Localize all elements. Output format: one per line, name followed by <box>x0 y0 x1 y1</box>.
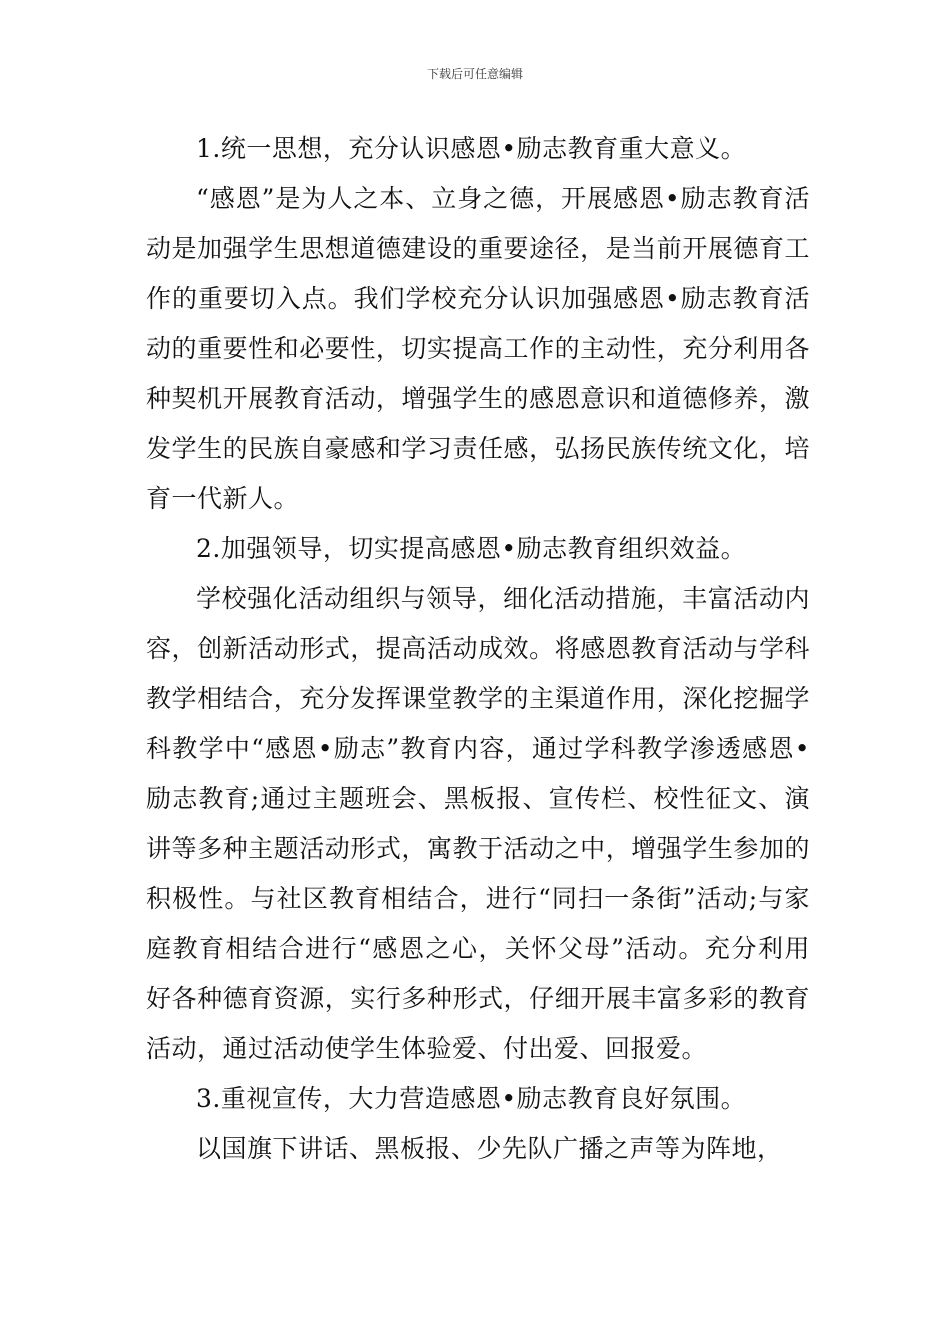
heading-3: 3.重视宣传，大力营造感恩•励志教育良好氛围。 <box>196 1084 747 1113</box>
paragraph-3: 以国旗下讲话、黑板报、少先队广播之声等为阵地， <box>196 1134 783 1163</box>
document-body <box>146 124 810 1174</box>
heading-2: 2.加强领导，切实提高感恩•励志教育组织效益。 <box>196 534 747 563</box>
paragraph-1: “感恩”是为人之本、立身之德，开展感恩•励志教育活动是加强学生思想道德建设的重要途径，是当前开展德育工作的重要切入点。我们学校充分认识加强感恩•励志教育活动的重要性和必要性，切实提高工作的主动性，充分利用各种契机开展教育活动，增强学生的感恩意识和道德修养，激发学生的民族自豪感和学习责任感，弘扬民族传统文化，培育一代新人。 <box>146 184 810 513</box>
page-header: 下载后可任意编辑 <box>426 67 523 81</box>
paragraph-2: 学校强化活动组织与领导，细化活动措施，丰富活动内容，创新活动形式，提高活动成效。将感恩教育活动与学科教学相结合，充分发挥课堂教学的主渠道作用，深化挖掘学科教学中“感恩•励志”教育内容，通过学科教学渗透感恩•励志教育;通过主题班会、黑板报、宣传栏、校性征文、演讲等多种主题活动形式，寓教于活动之中，增强学生参加的积极性。与社区教育相结合，进行“同扫一条街”活动;与家庭教育相结合进行“感恩之心，关怀父母”活动。充分利用好各种德育资源，实行多种形式，仔细开展丰富多彩的教育活动，通过活动使学生体验爱、付出爱、回报爱。 <box>146 584 810 1063</box>
heading-1: 1.统一思想，充分认识感恩•励志教育重大意义。 <box>196 134 747 163</box>
